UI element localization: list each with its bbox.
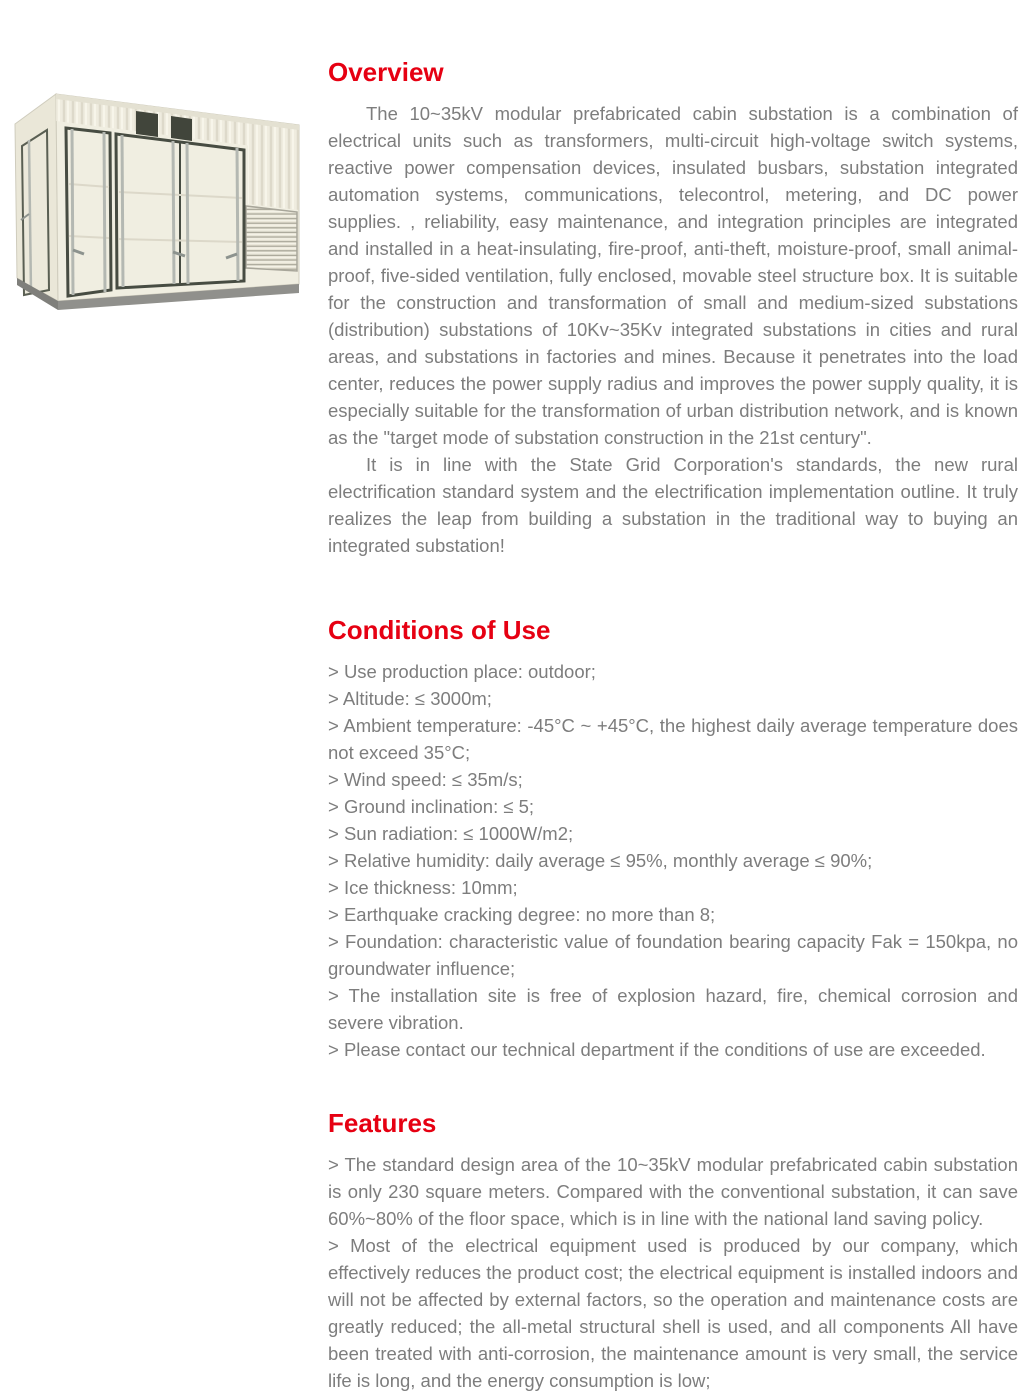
section-overview <box>328 58 1018 559</box>
condition-item: > Foundation: characteristic value of foundation bearing capacity Fak = 150kpa, no groundwater influence; <box>328 931 1018 979</box>
section-conditions-of-use <box>328 616 1018 1063</box>
condition-item: > Sun radiation: ≤ 1000W/m2; <box>328 823 574 844</box>
product-photo-substation <box>8 84 310 314</box>
overview-heading: Overview <box>328 57 444 87</box>
conditions-heading: Conditions of Use <box>328 615 551 645</box>
overview-paragraph-1: The 10~35kV modular prefabricated cabin substation is a combination of electrical units such as transformers, multi-circuit high-voltage switch systems, reactive power compensation devices, insulated busbars, substation integrated automation systems, communications, telecontrol, metering, and DC power supplies. , reliability, easy maintenance, and integration principles are integrated and installed in a heat-insulating, fire-proof, anti-theft, moisture-proof, small animal-proof, five-sided ventilation, fully enclosed, movable steel structure box. It is suitable for the construction and transformation of small and medium-sized substations (distribution) substations of 10Kv~35Kv integrated substations in cities and rural areas, and substations in factories and mines. Because it penetrates into the load center, reduces the power supply radius and improves the power supply quality, it is especially suitable for the transformation of urban distribution network, and is known as the "target mode of substation construction in the 21st century". <box>328 103 1018 448</box>
condition-item: > Ice thickness: 10mm; <box>328 877 518 898</box>
substation-container-illustration <box>8 84 310 314</box>
condition-item: > Earthquake cracking degree: no more than 8; <box>328 904 716 925</box>
features-heading: Features <box>328 1108 437 1138</box>
feature-item: > Most of the electrical equipment used is produced by our company, which effectively reduces the product cost; the electrical equipment is installed indoors and will not be affected by external factors, so the operation and maintenance costs are greatly reduced; the all-metal structural shell is used, and all components All have been treated with anti-corrosion, the maintenance amount is very small, the service life is long, and the energy consumption is low; <box>328 1235 1018 1391</box>
condition-item: > The installation site is free of explosion hazard, fire, chemical corrosion and severe vibration. <box>328 985 1018 1033</box>
feature-item: > The standard design area of the 10~35kV modular prefabricated cabin substation is only 230 square meters. Compared with the conventional substation, it can save 60%~80% of the floor space, which is in line with the national land saving policy. <box>328 1154 1018 1229</box>
condition-item: > Use production place: outdoor; <box>328 661 596 682</box>
condition-item: > Ground inclination: ≤ 5; <box>328 796 535 817</box>
condition-item: > Wind speed: ≤ 35m/s; <box>328 769 523 790</box>
condition-item: > Relative humidity: daily average ≤ 95%, monthly average ≤ 90%; <box>328 850 873 871</box>
condition-item: > Altitude: ≤ 3000m; <box>328 688 492 709</box>
condition-item: > Ambient temperature: -45°C ~ +45°C, the highest daily average temperature does not exceed 35°C; <box>328 715 1018 763</box>
condition-item: > Please contact our technical department if the conditions of use are exceeded. <box>328 1039 986 1060</box>
overview-paragraph-2: It is in line with the State Grid Corporation's standards, the new rural electrification standard system and the electrification implementation outline. It truly realizes the leap from building a substation in the traditional way to buying an integrated substation! <box>328 454 1018 556</box>
content-column <box>328 58 1018 1394</box>
section-features <box>328 1109 1018 1394</box>
